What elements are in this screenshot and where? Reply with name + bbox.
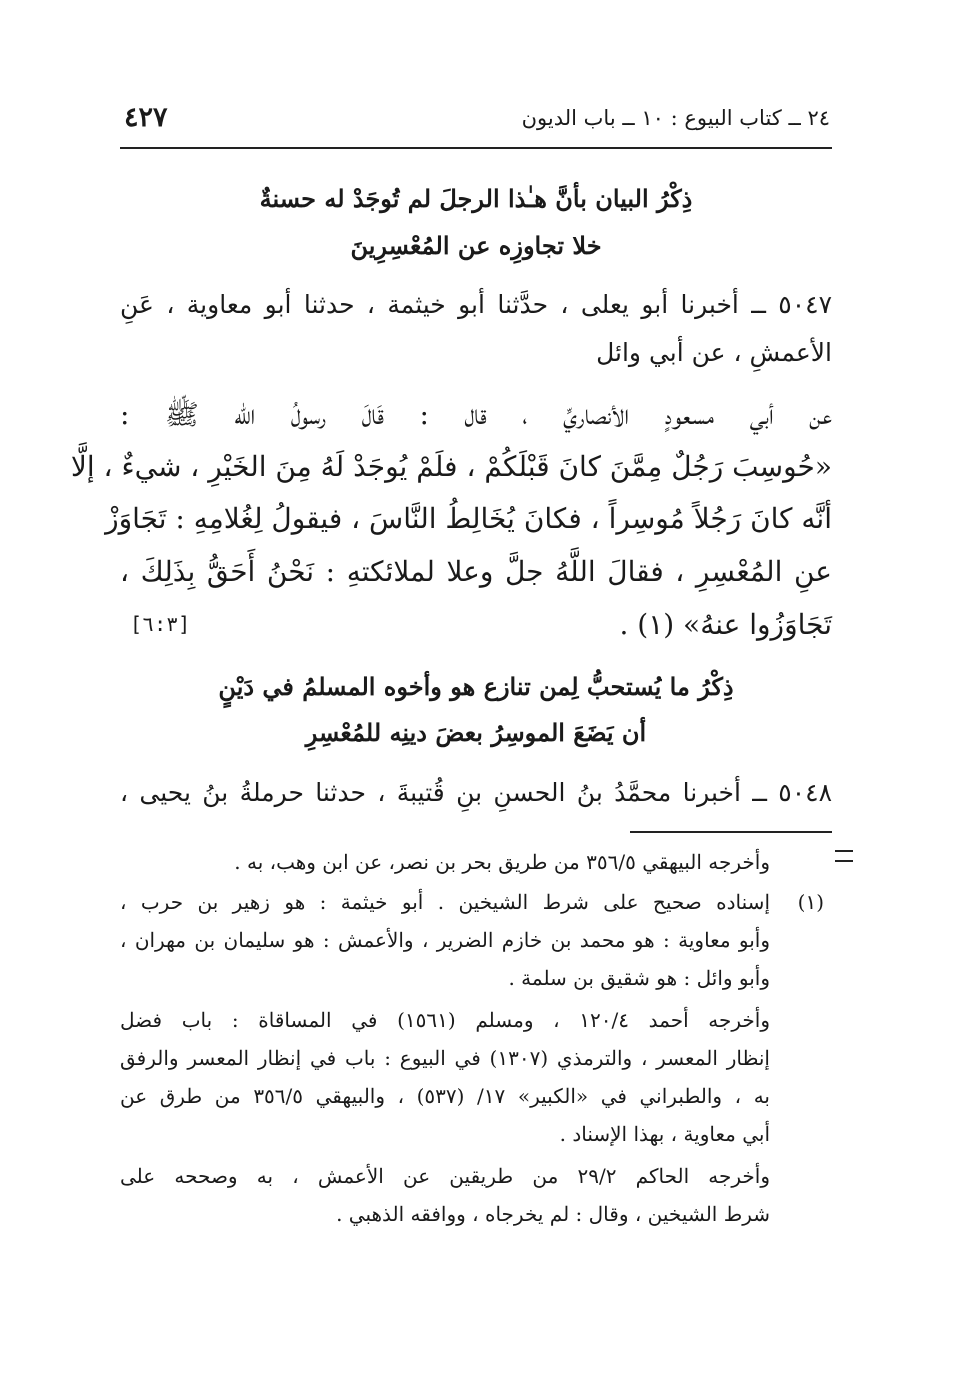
footnote-separator: [630, 831, 832, 833]
section1-heading-line2: خلا تجاوزِه عن المُعْسِرِينَ: [350, 231, 602, 260]
section1-heading-line1: ذِكْرُ البيان بأنَّ هـٰذا الرجلَ لم تُوجَدْ له حسنةٌ: [259, 184, 693, 213]
hadith-5047-isnad-line2: الأعمشِ ، عن أبي وائل: [596, 338, 832, 367]
hadith-5047-matn-line1: عن أبي مسعودٍ الأنصاريِّ ، قال : قَالَ رسولُ الله ﷺ :: [120, 398, 832, 431]
hadith-5047-matn-line4: عنِ المُعْسِرِ ، فقالَ اللَّهُ جلَّ وعلا لملائكتهِ : نَحْنُ أَحَقُّ بِذَلِكَ ،: [120, 555, 832, 588]
section2-heading-line1: ذِكْرُ ما يُستحبُّ لِمن تنازع هو وأخوه المسلمُ في دَيْنٍ: [218, 672, 734, 701]
footnote-1-line: وأخرجه الحاكم ٢٩/٢ من طريقين عن الأعمش ، به وصححه على: [120, 1164, 771, 1188]
page-number: ٤٢٧: [124, 102, 168, 133]
hadith-5047-isnad-line1: ٥٠٤٧ ــ أخبرنا أبو يعلى ، حدَّثنا أبو خيثمة ، حدثنا أبو معاوية ، عَنِ: [120, 290, 832, 319]
page-header: [120, 100, 832, 140]
footnote-carryover-line: وأخرجه البيهقي ٣٥٦/٥ من طريق بحر بن نصر، عن ابن وهب، به .: [234, 850, 770, 874]
footnote-1-line: إنظار المعسر ، والترمذي (١٣٠٧) في البيوع : باب في إنظار المعسر والرفق: [120, 1046, 770, 1070]
hadith-5047-matn-line3: أنَّه كانَ رَجُلاً مُوسِراً ، فكانَ يُخَالِطُ النَّاسَ ، فيقولُ لِغُلامِهِ : تَجَاوَزْ: [105, 502, 832, 535]
footnote-1-line: أبي معاوية ، بهذا الإسناد .: [559, 1122, 770, 1146]
header-rule: [120, 147, 832, 149]
hadith-5047-reference: [٦:٣]: [130, 612, 191, 636]
footnote-1-line: إسناده صحيح على شرط الشيخين . أبو خيثمة : هو زهير بن حرب ،: [120, 890, 770, 914]
footnote-1-line: وأبو وائل : هو شقيق بن سلمة .: [508, 966, 770, 990]
footnote-1-line: وأبو معاوية : هو محمد بن خازم الضرير ، والأعمش : هو سليمان بن مهران ،: [120, 928, 770, 952]
hadith-5047-matn-line5: تَجَاوَزُوا عنهُ» (١) .: [619, 608, 832, 641]
footnote-1-marker: (١): [797, 890, 824, 914]
hadith-5047-matn-line2: «حُوسِبَ رَجُلٌ مِمَّنَ كانَ قَبْلَكُمْ ، فلَمْ يُوجَدْ لَهُ مِنَ الخَيْرِ ، شيءٌ ، إلَّا: [70, 450, 832, 483]
footnote-1-line: به ، والطبراني في «الكبير» ١٧/ (٥٣٧) ، والبيهقي ٣٥٦/٥ من طرق عن: [120, 1084, 770, 1108]
book-page: [70, 88, 832, 1288]
section2-heading-line2: أن يَضَعَ الموسِرُ بعضَ دينِه للمُعْسِرِ: [305, 718, 647, 747]
hadith-5048-isnad-line1: ٥٠٤٨ ــ أخبرنا محمَّدُ بنُ الحسنِ بنِ قُتيبةَ ، حدثنا حرملةُ بنُ يحيى ،: [120, 778, 832, 807]
footnote-1-line: وأخرجه أحمد ١٢٠/٤ ، ومسلم (١٥٦١) في المساقاة : باب فضل: [120, 1008, 770, 1032]
running-head: ٢٤ ــ كتاب البيوع : ١٠ ــ باب الديون: [521, 106, 830, 130]
footnote-1-line: شرط الشيخين ، وقال : لم يخرجاه ، ووافقه الذهبي .: [336, 1202, 770, 1226]
continuation-mark: [835, 850, 853, 862]
